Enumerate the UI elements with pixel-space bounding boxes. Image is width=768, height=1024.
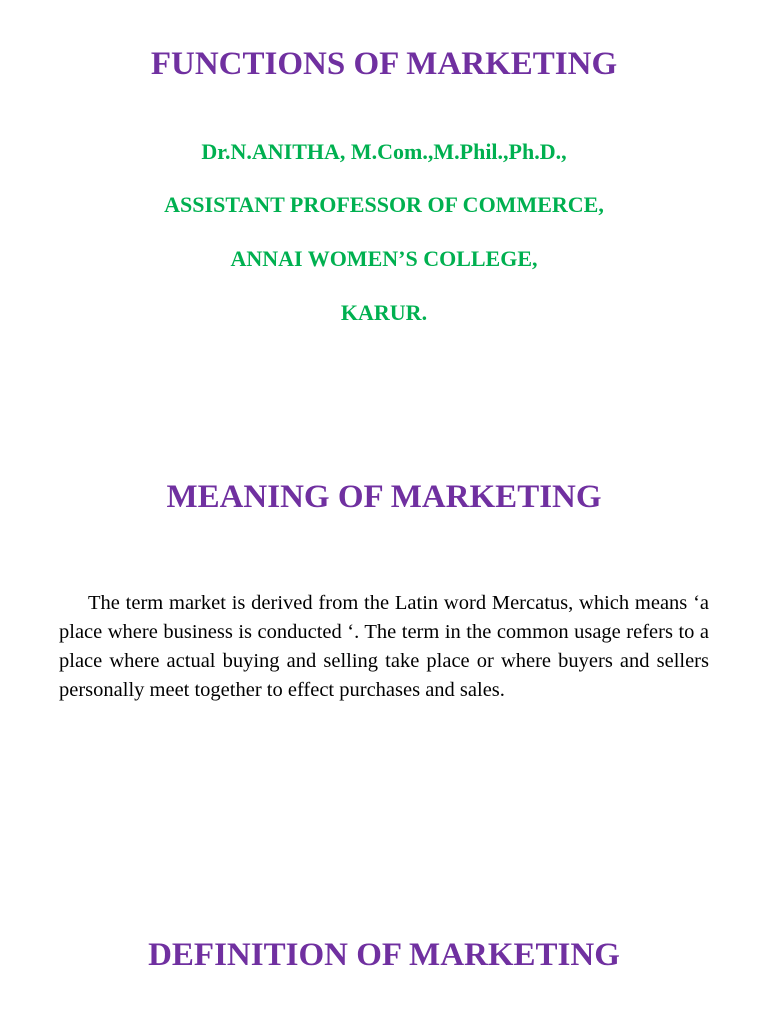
author-city: KARUR.	[340, 300, 428, 325]
section-heading-definition: DEFINITION OF MARKETING	[148, 937, 620, 973]
section-heading-meaning: MEANING OF MARKETING	[166, 479, 602, 515]
author-college: ANNAI WOMEN’S COLLEGE,	[230, 246, 538, 271]
document-title: FUNCTIONS OF MARKETING	[150, 46, 618, 82]
author-name: Dr.N.ANITHA, M.Com.,M.Phil.,Ph.D.,	[201, 139, 567, 164]
meaning-paragraph: The term market is derived from the Latin word Mercatus, which means ‘a place where business is conducted ‘. The term in the common usage refers to a place where actual buying and selling take place or where buyers and sellers personally meet together to effect purchases and sales.	[59, 592, 709, 701]
author-position: ASSISTANT PROFESSOR OF COMMERCE,	[164, 192, 604, 217]
